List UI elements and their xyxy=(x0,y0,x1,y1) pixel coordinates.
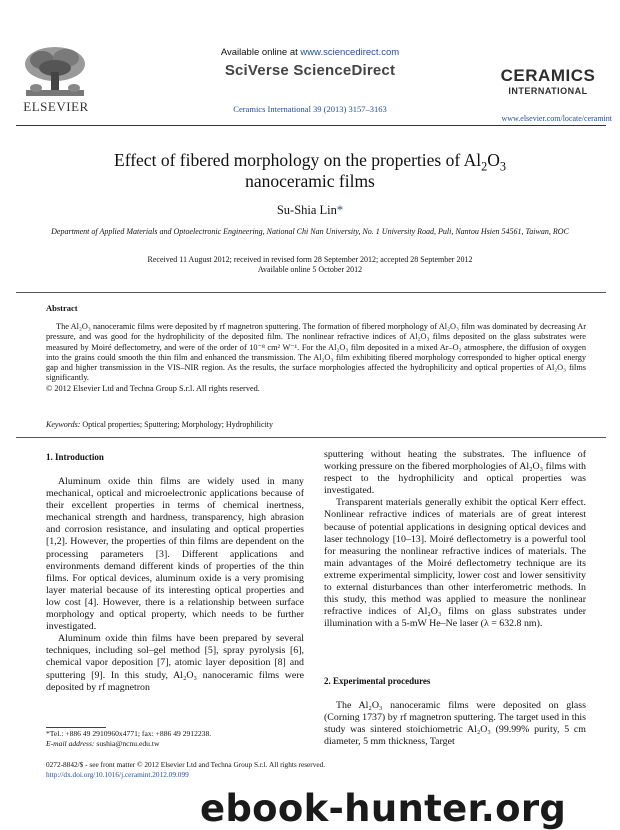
abstract-top-divider xyxy=(16,292,606,293)
article-dates xyxy=(40,255,580,275)
available-prefix: Available online at xyxy=(220,47,301,58)
title-o: O xyxy=(487,150,500,170)
journal-brand-title: CERAMICS xyxy=(500,66,596,85)
title-text: Effect of fibered morphology on the properties of Al xyxy=(114,150,482,170)
intro-paragraph-1: Aluminum oxide thin films are widely used in many mechanical, optical and microelectronic applications because of their excellent properties in terms of chemical inertness, mechanical strength and hardness, transparency, high abrasion and corrosion resistance, and insulating and optical properties [1,2]. However, the properties of thin films are dependent on the processing parameters [3]. Different applications and environments demand different kinds of properties of the thin films. For optical devices, aluminum oxide is a very promising layer material because of its interesting optical properties and low cost [4]. However, there is a relationship between surface morphology and optical property, which needs to be further investigated. xyxy=(46,476,304,633)
author-affiliation: Department of Applied Materials and Optoelectronic Engineering, National Chi Nan University, No. 1 University Road, Puli, Nantou Hsien 54561, Taiwan, ROC xyxy=(51,227,569,236)
front-matter-info xyxy=(46,760,325,779)
header-divider xyxy=(16,125,606,126)
issn-line: 0272-8842/$ - see front matter © 2012 Elsevier Ltd and Techna Group S.r.l. All rights reserved. xyxy=(46,760,326,769)
intro-paragraph-2: Aluminum oxide thin films have been prepared by several techniques, including sol–gel method [5], spray pyrolysis [6], chemical vapor deposition [7], atomic layer deposition [8] and sputtering [9]. In this study, Al₂O₃ nanoceramic films were deposited by rf magnetron xyxy=(46,633,304,693)
dates-online: Available online 5 October 2012 xyxy=(257,265,363,274)
section-heading-experimental: 2. Experimental procedures xyxy=(324,676,431,686)
footnote-divider xyxy=(46,727,106,728)
sciencedirect-link[interactable]: www.sciencedirect.com xyxy=(300,47,400,58)
title-sub-2: 3 xyxy=(499,159,506,174)
publisher-name: ELSEVIER xyxy=(23,99,89,114)
journal-reference[interactable]: Ceramics International 39 (2013) 3157–3163 xyxy=(233,104,387,114)
experimental-body xyxy=(324,700,586,748)
abstract-bottom-divider xyxy=(16,437,606,438)
dates-history: Received 11 August 2012; received in revised form 28 September 2012; accepted 28 September 2012 xyxy=(147,255,473,264)
keywords-line xyxy=(46,420,273,429)
footnote-email-line xyxy=(46,739,211,749)
platform-name: SciVerse ScienceDirect xyxy=(224,62,396,79)
available-online-line xyxy=(190,47,430,58)
keywords-list: Optical properties; Sputtering; Morphology; Hydrophilicity xyxy=(82,420,274,429)
footnote-tel: *Tel.: +886 49 2910960x4771; fax: +886 49 2912238. xyxy=(46,729,212,738)
abstract-heading: Abstract xyxy=(46,303,78,313)
intro-paragraph-3: sputtering without heating the substrates. The influence of working pressure on the fibered morphologies of Al₂O₃ films with respect to the hydrophilicity and optical properties was investigated. xyxy=(324,449,586,497)
intro-paragraph-4: Transparent materials generally exhibit the optical Kerr effect. Nonlinear refractive indices of materials are of great interest because of potential applications in designing optical devices and laser technology [10–13]. Moiré deflectometry is a powerful tool for measuring the nonlinear refractive indices of materials. The main advantages of the Moiré deflectometry technique are its extreme experimental simplicity, lower cost and lower sensitivity to external disturbances than other interferometric methods. In this study, this method was applied to measure the nonlinear refractive indices of Al₂O₃ films on glass substrates under illumination with a 5-mW He–Ne laser (λ = 632.8 nm). xyxy=(324,497,586,630)
section-heading-introduction: 1. Introduction xyxy=(46,452,104,462)
author-text: Su-Shia Lin xyxy=(276,203,337,217)
title-line-2: nanoceramic films xyxy=(245,171,375,191)
left-column-body xyxy=(46,476,304,694)
article-title xyxy=(40,150,580,192)
keywords-label: Keywords: xyxy=(46,420,81,429)
journal-brand-subtitle: INTERNATIONAL xyxy=(508,86,588,96)
author-footnote-mark[interactable]: * xyxy=(336,203,344,217)
footnote-email-label: E-mail address: xyxy=(46,739,95,748)
experimental-paragraph-1: The Al₂O₃ nanoceramic films were deposited on glass (Corning 1737) by rf magnetron sputtering. The target used in this study was sintered stoichiometric Al₂O₃ (99.99% purity, 5 cm diameter, 5 mm thickness, Target xyxy=(324,700,586,748)
journal-homepage-link[interactable]: www.elsevier.com/locate/ceramint xyxy=(501,114,612,123)
footnote-email[interactable]: sushia@ncnu.edu.tw xyxy=(96,739,160,748)
elsevier-tree-logo xyxy=(16,44,94,100)
right-column-body xyxy=(324,449,586,630)
abstract-text: The Al₂O₃ nanoceramic films were deposited by rf magnetron sputtering. The formation of fibered morphology of Al₂O₃ film was dominated by decreasing Ar pressure, and was good for the hydrophilicity of the deposited film. The nonlinear refractive indices of Al₂O₃ films deposited on the glass substrates were measured by Moiré deflectometry, and were of the order of 10⁻⁸ cm² W⁻¹. For the Al₂O₃ film deposited in a mixed Ar–O₂ atmosphere, the diffusion of oxygen into the grains could smooth the thin film and enhanced the transmission. The Al₂O₃ film exhibiting fibered morphology corresponded to higher optical energy gap and higher transmission in the VIS–NIR region. As the results, the surface morphologies affected the hydrophilicity and optical properties of Al₂O₃ films significantly. xyxy=(46,322,586,383)
abstract-body xyxy=(46,322,586,394)
watermark-text: ebook-hunter.org xyxy=(200,787,567,830)
author-footnote xyxy=(46,729,211,749)
doi-link[interactable]: http://dx.doi.org/10.1016/j.ceramint.2012.09.099 xyxy=(46,769,189,779)
title-sub-1: 2 xyxy=(481,159,488,174)
author-name xyxy=(100,203,520,218)
abstract-copyright: © 2012 Elsevier Ltd and Techna Group S.r.l. All rights reserved. xyxy=(46,383,260,393)
